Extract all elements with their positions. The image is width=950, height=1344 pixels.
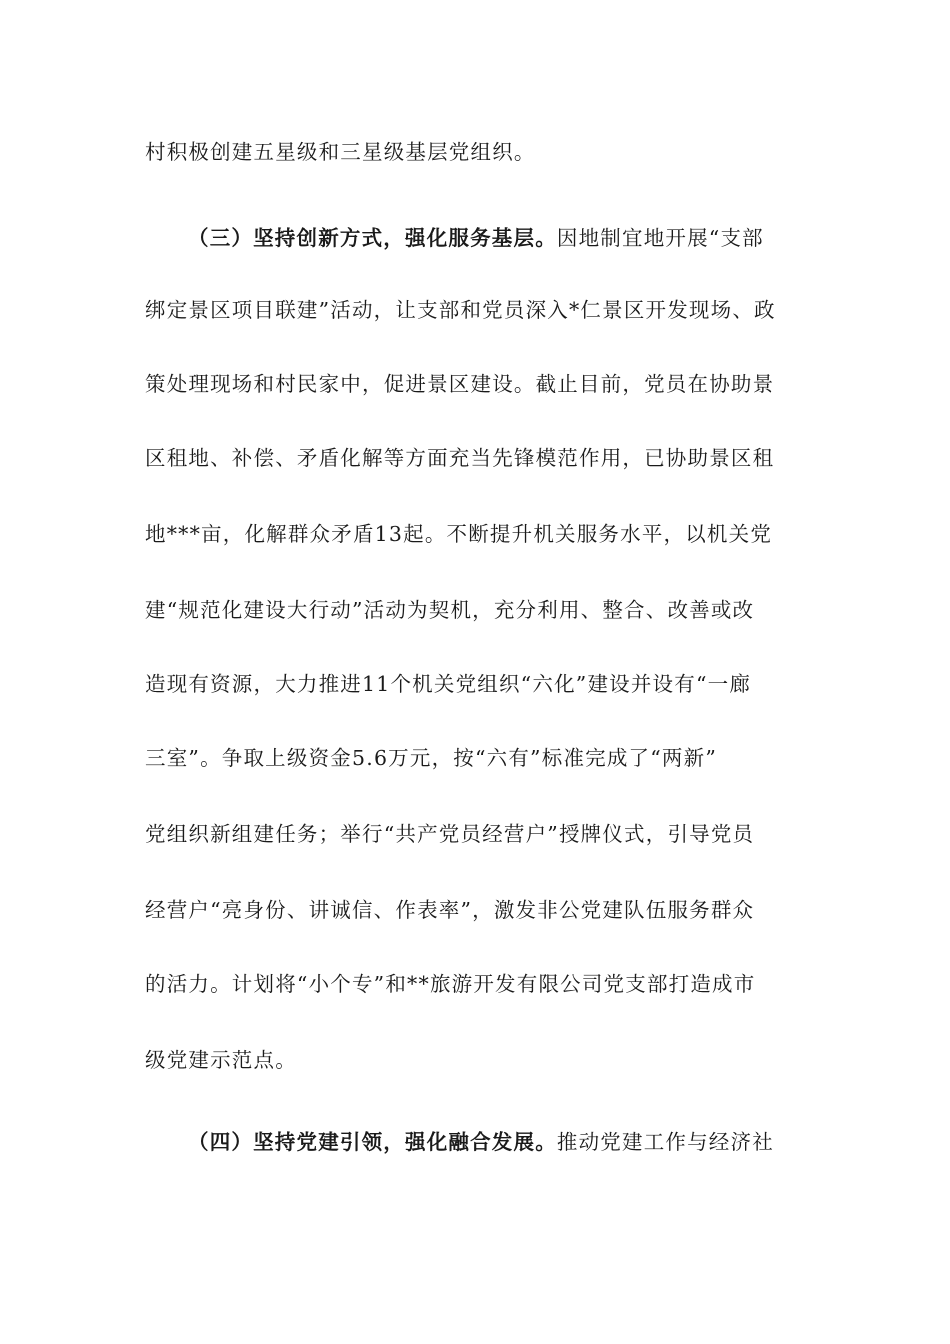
paragraph-line — [145, 296, 805, 324]
line-text: 绑定景区项目联建”活动，让支部和党员深入*仁景区开发现场、政 — [145, 298, 776, 322]
paragraph-line — [145, 744, 805, 772]
paragraph-line — [145, 970, 805, 998]
line-text: 地***亩，化解群众矛盾13起。不断提升机关服务水平，以机关党 — [145, 522, 773, 546]
paragraph-line — [145, 1046, 805, 1074]
paragraph-line — [145, 596, 805, 624]
line-text: 造现有资源，大力推进11个机关党组织“六化”建设并设有“一廊 — [145, 672, 752, 696]
line-text: 因地制宜地开展“支部 — [556, 226, 764, 250]
line-text: 级党建示范点。 — [145, 1048, 297, 1072]
paragraph-line — [145, 670, 805, 698]
line-text: 三室”。争取上级资金5.6万元，按“六有”标准完成了“两新” — [145, 746, 718, 770]
line-text: 建“规范化建设大行动”活动为契机，充分利用、整合、改善或改 — [145, 598, 755, 622]
line-text: 经营户“亮身份、讲诚信、作表率”，激发非公党建队伍服务群众 — [145, 898, 755, 922]
paragraph-line — [145, 138, 805, 166]
line-text: 村积极创建五星级和三星级基层党组织。 — [145, 140, 536, 164]
paragraph-line — [145, 444, 805, 472]
section-4-first-line — [188, 1128, 848, 1156]
paragraph-line — [145, 896, 805, 924]
line-text: 的活力。计划将“小个专”和**旅游开发有限公司党支部打造成市 — [145, 972, 756, 996]
paragraph-line — [145, 370, 805, 398]
section-3-heading: （三）坚持创新方式，强化服务基层。 — [188, 226, 557, 250]
paragraph-line — [145, 820, 805, 848]
line-text: 区租地、补偿、矛盾化解等方面充当先锋模范作用，已协助景区租 — [145, 446, 775, 470]
line-text: 党组织新组建任务；举行“共产党员经营户”授牌仪式，引导党员 — [145, 822, 755, 846]
paragraph-line — [145, 520, 805, 548]
line-text: 策处理现场和村民家中，促进景区建设。截止目前，党员在协助景 — [145, 372, 775, 396]
line-text: 推动党建工作与经济社 — [556, 1130, 774, 1154]
section-4-heading: （四）坚持党建引领，强化融合发展。 — [188, 1130, 557, 1154]
section-3-first-line — [188, 224, 848, 252]
